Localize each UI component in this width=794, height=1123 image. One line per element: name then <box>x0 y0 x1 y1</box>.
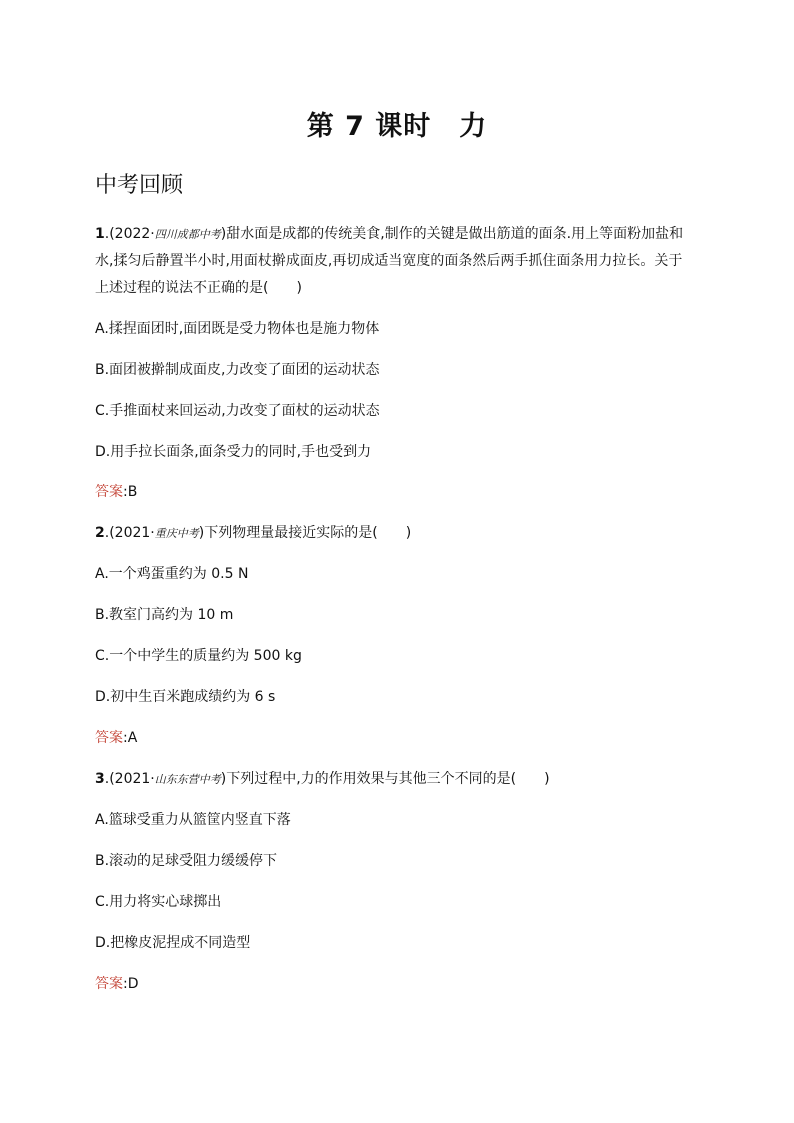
option-d: D.初中生百米跑成绩约为 6 s <box>95 689 276 705</box>
question-number: 1 <box>95 226 105 242</box>
question-1-line-3: 上述过程的说法不正确的是( ) <box>95 280 302 296</box>
answer-value: :D <box>123 976 139 992</box>
option-a: A.揉捏面团时,面团既是受力物体也是施力物体 <box>95 321 380 337</box>
option-c: C.手推面杖来回运动,力改变了面杖的运动状态 <box>95 403 380 419</box>
answer-label: 答案 <box>95 484 123 500</box>
answer-label: 答案 <box>95 976 123 992</box>
question-3-line-1: 3.(2021·山东东营中考)下列过程中,力的作用效果与其他三个不同的是( ) <box>95 771 550 787</box>
question-source: 重庆中考 <box>154 527 199 540</box>
option-c: C.用力将实心球掷出 <box>95 894 222 910</box>
section-heading: 中考回顾 <box>95 173 184 198</box>
answer-value: :B <box>123 484 138 500</box>
question-stem: 下列物理量最接近实际的是( ) <box>204 525 412 541</box>
question-source: 山东东营中考 <box>154 773 221 786</box>
option-d: D.把橡皮泥捏成不同造型 <box>95 935 251 951</box>
question-source: 四川成都中考 <box>154 228 221 241</box>
page-title: 第 7 课时 力 <box>306 111 488 142</box>
option-d: D.用手拉长面条,面条受力的同时,手也受到力 <box>95 444 372 460</box>
question-stem: 甜水面是成都的传统美食,制作的关键是做出筋道的面条.用上等面粉加盐和 <box>226 226 684 242</box>
question-stem: 下列过程中,力的作用效果与其他三个不同的是( ) <box>226 771 550 787</box>
answer-line <box>95 728 137 748</box>
option-b: B.教室门高约为 10 m <box>95 607 234 623</box>
option-a: A.一个鸡蛋重约为 0.5 N <box>95 566 249 582</box>
option-c: C.一个中学生的质量约为 500 kg <box>95 648 302 664</box>
answer-line <box>95 482 137 502</box>
answer-value: :A <box>123 730 138 746</box>
question-1-line-2: 水,揉匀后静置半小时,用面杖擀成面皮,再切成适当宽度的面条然后两手抓住面条用力拉长。关于 <box>95 253 683 269</box>
question-number: 2 <box>95 525 105 541</box>
answer-line <box>95 974 139 994</box>
option-b: B.滚动的足球受阻力缓缓停下 <box>95 853 278 869</box>
answer-label: 答案 <box>95 730 123 746</box>
question-2-line-1: 2.(2021·重庆中考)下列物理量最接近实际的是( ) <box>95 525 412 541</box>
question-number: 3 <box>95 771 105 787</box>
question-1-line-1: 1.(2022·四川成都中考)甜水面是成都的传统美食,制作的关键是做出筋道的面条.用上等面粉加盐和 <box>95 226 684 242</box>
option-b: B.面团被擀制成面皮,力改变了面团的运动状态 <box>95 362 380 378</box>
option-a: A.篮球受重力从篮筐内竖直下落 <box>95 812 291 828</box>
